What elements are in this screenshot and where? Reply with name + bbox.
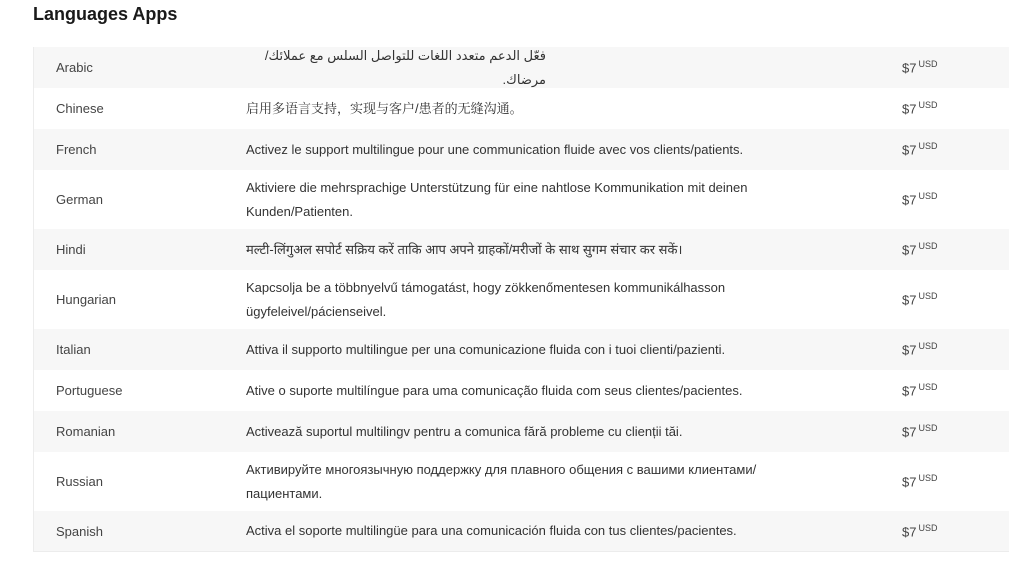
language-name: Russian xyxy=(56,474,103,489)
language-name: Italian xyxy=(56,342,91,357)
table-row xyxy=(34,88,1009,129)
language-name: Romanian xyxy=(56,424,116,439)
language-name: Hungarian xyxy=(56,292,116,307)
language-description: Activa el soporte multilingüe para una comunicación fluida con tus clientes/pacientes. xyxy=(246,523,737,538)
language-name: Hindi xyxy=(56,242,86,257)
table-row xyxy=(34,47,1009,88)
language-description: मल्टी-लिंगुअल सपोर्ट सक्रिय करें ताकि आप अपने ग्राहकों/मरीजों के साथ सुगम संचार कर सकें। xyxy=(246,241,683,257)
language-name: Portuguese xyxy=(56,383,123,398)
language-description: Activează suportul multilingv pentru a comunica fără probleme cu clienții tăi. xyxy=(246,423,683,439)
section-title: Languages Apps xyxy=(33,4,178,24)
price-currency: USD xyxy=(918,522,938,533)
price xyxy=(852,100,972,116)
price xyxy=(852,473,972,489)
price-currency: USD xyxy=(918,100,938,111)
language-name: German xyxy=(56,192,103,207)
price xyxy=(852,523,972,539)
price-currency: USD xyxy=(918,423,938,434)
price xyxy=(852,382,972,398)
price-currency: USD xyxy=(918,382,938,393)
table-row xyxy=(34,511,1009,551)
price-currency: USD xyxy=(918,141,938,152)
price xyxy=(852,341,972,357)
price xyxy=(852,241,972,257)
price-amount: $7 xyxy=(902,424,917,440)
price-currency: USD xyxy=(918,291,938,302)
language-description: Kapcsolja be a többnyelvű támogatást, hogy zökkenőmentesen kommunikálhasson ügyfeleivel/pácienseivel. xyxy=(246,279,726,319)
price xyxy=(852,291,972,307)
price-amount: $7 xyxy=(902,101,917,117)
language-description: 启用多语言支持，实现与客户/患者的无缝沟通。 xyxy=(246,100,523,116)
price xyxy=(852,59,972,75)
table-row xyxy=(34,129,1009,170)
language-description: Ative o suporte multilíngue para uma comunicação fluida com seus clientes/pacientes. xyxy=(246,382,743,398)
price-currency: USD xyxy=(918,191,938,202)
table-row xyxy=(34,229,1009,270)
table-row xyxy=(34,270,1009,329)
price-currency: USD xyxy=(918,341,938,352)
table-row xyxy=(34,452,1009,511)
language-name: Chinese xyxy=(56,101,104,116)
price-amount: $7 xyxy=(902,60,917,76)
price-amount: $7 xyxy=(902,292,917,308)
table-row xyxy=(34,329,1009,370)
price-amount: $7 xyxy=(902,192,917,208)
table-row xyxy=(34,370,1009,411)
price-amount: $7 xyxy=(902,474,917,490)
price-amount: $7 xyxy=(902,242,917,258)
price-amount: $7 xyxy=(902,142,917,158)
language-name: French xyxy=(56,142,97,157)
language-description: Aktiviere die mehrsprachige Unterstützung für eine nahtlose Kommunikation mit deinen Kunden/Patienten. xyxy=(246,179,748,219)
price-amount: $7 xyxy=(902,524,917,540)
language-description: Attiva il supporto multilingue per una comunicazione fluida con i tuoi clienti/pazienti. xyxy=(246,341,726,357)
table-row xyxy=(34,170,1009,229)
language-name: Arabic xyxy=(56,60,93,75)
price-amount: $7 xyxy=(902,342,917,358)
language-description: Активируйте многоязычную поддержку для плавного общения с вашими клиентами/пациентами. xyxy=(246,461,757,501)
price xyxy=(852,141,972,157)
price-currency: USD xyxy=(918,241,938,252)
price xyxy=(852,423,972,439)
price-amount: $7 xyxy=(902,383,917,399)
language-description: فعّل الدعم متعدد اللغات للتواصل السلس مع عملائك/مرضاك. xyxy=(264,47,546,87)
price-currency: USD xyxy=(918,473,938,484)
language-name: Spanish xyxy=(56,523,103,539)
price xyxy=(852,191,972,207)
languages-table xyxy=(33,47,1009,552)
table-row xyxy=(34,411,1009,452)
language-description: Activez le support multilingue pour une communication fluide avec vos clients/patients. xyxy=(246,141,744,157)
price-currency: USD xyxy=(918,59,938,70)
